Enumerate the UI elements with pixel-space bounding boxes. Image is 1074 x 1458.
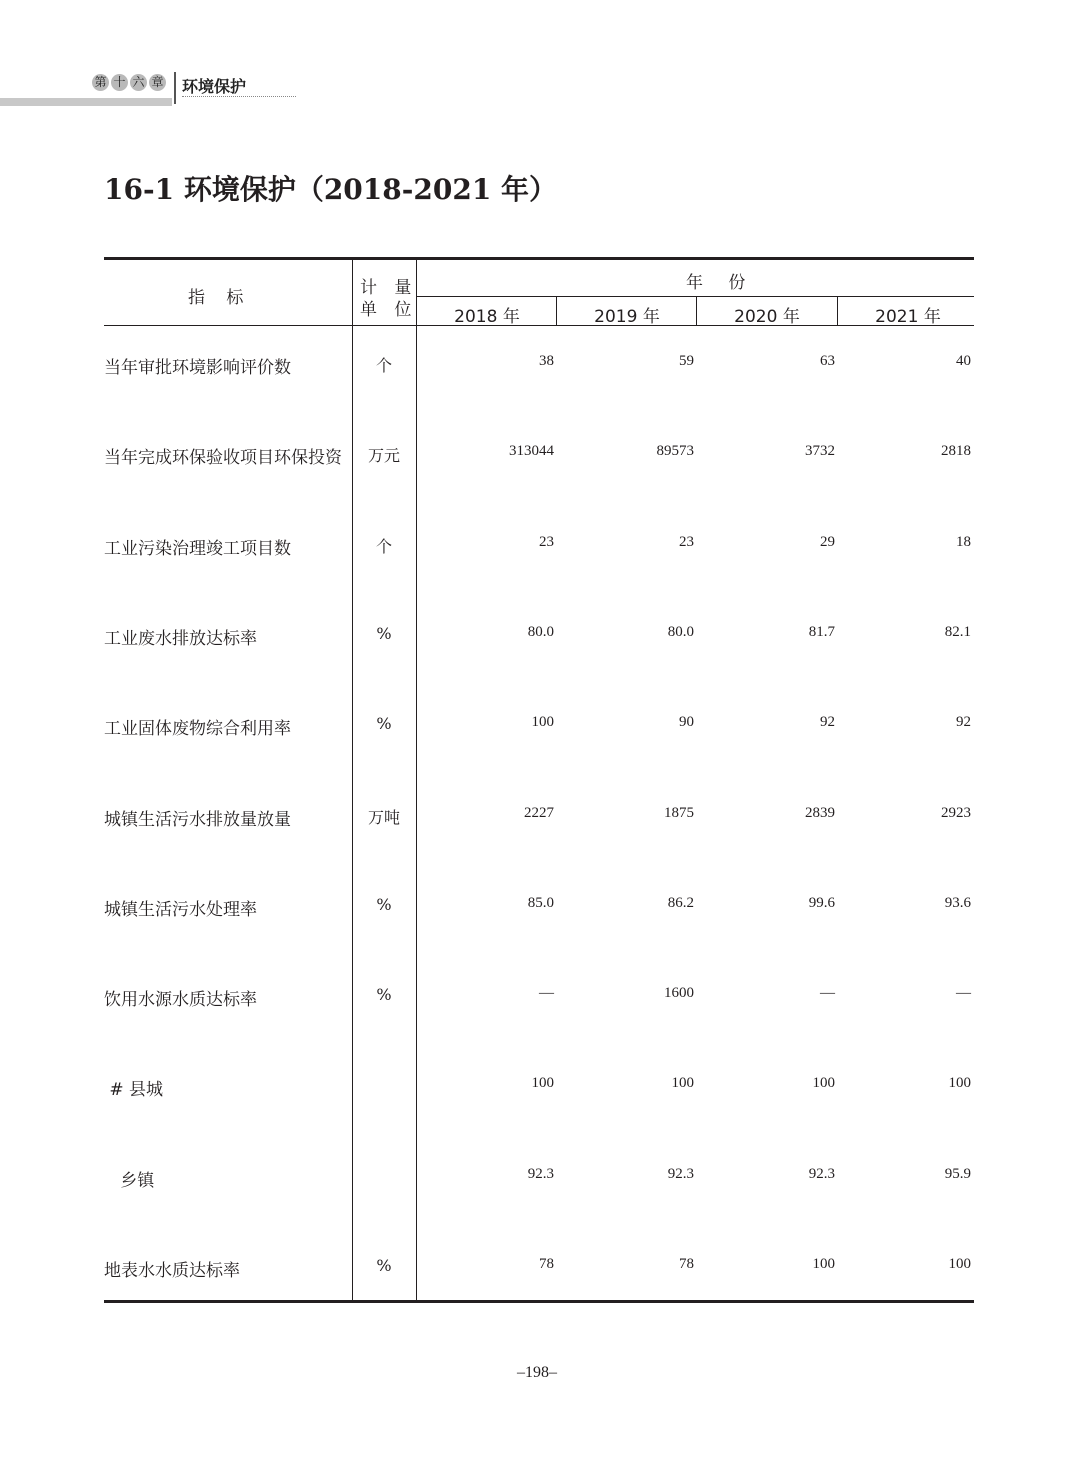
- row-value-1: 89573: [656, 443, 694, 460]
- table-row: [104, 534, 974, 564]
- row-value-0: 92.3: [527, 1165, 554, 1182]
- row-value-2: —: [820, 985, 835, 1002]
- row-indicator-name: 饮用水源水质达标率: [104, 990, 257, 1011]
- col-divider-year: [837, 297, 838, 326]
- table-row: [104, 805, 974, 835]
- col-divider-year: [696, 297, 697, 326]
- row-unit: %: [376, 894, 392, 914]
- row-value-2: 29: [820, 533, 835, 550]
- row-unit: 个: [375, 356, 392, 375]
- chapter-label: [92, 74, 166, 91]
- row-indicator-name: 城镇生活污水处理率: [104, 899, 257, 920]
- row-value-2: 63: [820, 353, 835, 369]
- table-row: [104, 353, 974, 383]
- row-value-1: 1875: [664, 804, 694, 821]
- row-value-3: 95.9: [944, 1165, 971, 1182]
- table-row: [104, 624, 974, 654]
- page-title: 16-1 环境保护（2018-2021 年）: [104, 173, 558, 206]
- row-value-1: 90: [679, 714, 694, 731]
- row-indicator-name: 地表水水质达标率: [104, 1261, 240, 1281]
- table-row: [104, 1256, 974, 1286]
- row-value-1: 59: [679, 353, 694, 369]
- row-value-3: 2923: [941, 804, 971, 821]
- row-value-1: 78: [679, 1256, 694, 1272]
- row-unit: %: [376, 623, 392, 643]
- row-value-0: 85.0: [527, 894, 554, 911]
- row-indicator-name: 工业废水排放达标率: [104, 628, 257, 649]
- row-indicator-name: 城镇生活污水排放量放量: [104, 809, 291, 830]
- row-value-2: 100: [812, 1256, 835, 1272]
- data-table: [104, 257, 974, 1303]
- row-value-0: 100: [531, 714, 554, 731]
- row-value-2: 92.3: [808, 1165, 835, 1182]
- chapter-char: 十: [111, 74, 128, 91]
- chapter-char: 第: [92, 74, 109, 91]
- row-value-2: 3732: [805, 443, 835, 460]
- table-row: [104, 714, 974, 744]
- header-year-2020: 2020 年: [734, 307, 800, 327]
- row-value-0: 38: [539, 353, 554, 369]
- row-value-3: 82.1: [944, 623, 971, 640]
- row-value-1: 86.2: [667, 894, 694, 911]
- row-unit: %: [376, 714, 392, 734]
- row-value-2: 92: [820, 714, 835, 731]
- table-row: [104, 985, 974, 1015]
- row-unit: %: [376, 1256, 392, 1275]
- row-unit: 万元: [367, 446, 400, 466]
- header-unit-line2: 单 位: [360, 300, 418, 320]
- row-indicator-name: 乡镇: [104, 1170, 155, 1191]
- row-value-3: 40: [956, 353, 971, 369]
- header-gray-bar: [0, 98, 172, 106]
- row-value-0: 80.0: [527, 623, 554, 640]
- row-value-2: 100: [812, 1075, 835, 1092]
- row-value-3: 100: [948, 1075, 971, 1092]
- row-indicator-name: 工业污染治理竣工项目数: [104, 538, 291, 559]
- row-value-0: 100: [531, 1075, 554, 1092]
- row-indicator-name: 当年完成环保验收项目环保投资: [104, 448, 342, 469]
- chapter-char: 章: [149, 74, 166, 91]
- row-value-1: 1600: [664, 985, 694, 1002]
- header-separator: [174, 72, 176, 104]
- row-indicator-name: # 县城: [104, 1080, 164, 1101]
- header-dotted-rule: [182, 96, 296, 97]
- row-value-1: 23: [679, 533, 694, 550]
- table-row: [104, 443, 974, 473]
- chapter-char: 六: [130, 74, 147, 91]
- row-value-1: 80.0: [667, 623, 694, 640]
- row-value-3: 100: [948, 1256, 971, 1272]
- table-bottom-rule: [104, 1300, 974, 1303]
- row-value-3: 92: [956, 714, 971, 731]
- row-indicator-name: 工业固体废物综合利用率: [104, 719, 291, 740]
- row-unit: 个: [375, 536, 392, 556]
- row-unit: %: [376, 985, 392, 1005]
- header-unit-line1: 计 量: [360, 278, 418, 298]
- row-value-2: 81.7: [808, 623, 835, 640]
- row-value-3: 93.6: [944, 894, 971, 911]
- table-row: [104, 1166, 974, 1196]
- header-year-2019: 2019 年: [594, 307, 660, 327]
- row-unit: 万吨: [367, 807, 400, 827]
- row-value-0: 23: [539, 533, 554, 550]
- table-row: [104, 1075, 974, 1105]
- row-value-3: —: [956, 985, 971, 1002]
- col-divider-year: [556, 297, 557, 326]
- header-indicator: 指 标: [188, 288, 252, 308]
- row-value-0: 2227: [524, 804, 554, 821]
- header-year-2021: 2021 年: [875, 307, 941, 327]
- row-value-0: —: [539, 985, 554, 1002]
- row-value-1: 100: [671, 1075, 694, 1092]
- col-divider-indicator: [352, 260, 353, 1300]
- row-value-2: 99.6: [808, 894, 835, 911]
- table-top-rule: [104, 257, 974, 260]
- table-row: [104, 895, 974, 925]
- row-value-3: 2818: [941, 443, 971, 460]
- col-divider-unit: [416, 260, 417, 1300]
- row-value-1: 92.3: [667, 1165, 694, 1182]
- header-years: 年 份: [686, 273, 756, 293]
- section-title: 环境保护: [182, 77, 247, 96]
- row-value-0: 313044: [509, 443, 554, 460]
- row-value-3: 18: [956, 533, 971, 550]
- page-number: –198–: [517, 1364, 557, 1381]
- row-value-0: 78: [539, 1256, 554, 1272]
- row-value-2: 2839: [805, 804, 835, 821]
- header-year-2018: 2018 年: [454, 307, 520, 327]
- row-indicator-name: 当年审批环境影响评价数: [104, 358, 291, 378]
